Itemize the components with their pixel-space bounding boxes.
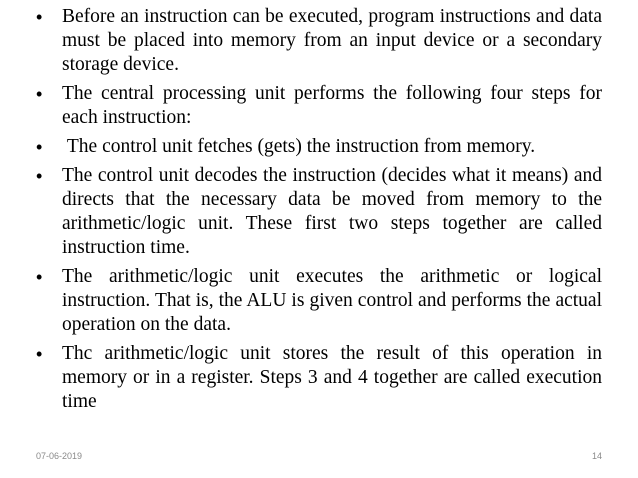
bullet-item: [36, 135, 602, 159]
bullet-item: [36, 5, 602, 77]
bullet-icon: •: [36, 267, 43, 287]
bullet-text: The control unit fetches (gets) the instruction from memory.: [62, 136, 536, 157]
page-number: 14: [591, 451, 602, 461]
bullet-icon: •: [36, 166, 43, 186]
bullet-text: Before an instruction can be executed, program instructions and data must be placed into memory from an input device or a secondary storage device.: [62, 6, 602, 75]
bullet-text: The central processing unit performs the following four steps for each instruction:: [62, 83, 602, 128]
bullet-text: Thc arithmetic/logic unit stores the result of this operation in memory or in a register. Steps 3 and 4 together are called execution time: [62, 343, 602, 412]
bullet-item: [36, 82, 602, 130]
bullet-item: [36, 164, 602, 260]
bullet-icon: •: [36, 7, 43, 27]
bullet-list: [36, 5, 602, 419]
bullet-item: [36, 342, 602, 414]
bullet-item: [36, 265, 602, 337]
footer-date: 07-06-2019: [36, 451, 83, 461]
bullet-text: The arithmetic/logic unit executes the arithmetic or logical instruction. That is, the ALU is given control and performs the actual operation on the data.: [62, 266, 602, 335]
bullet-text: The control unit decodes the instruction (decides what it means) and directs that the necessary data be moved from memory to the arithmetic/logic unit. These first two steps together are called instruction time.: [62, 165, 602, 258]
bullet-icon: •: [36, 84, 43, 104]
bullet-icon: •: [36, 344, 43, 364]
bullet-icon: •: [36, 137, 43, 157]
